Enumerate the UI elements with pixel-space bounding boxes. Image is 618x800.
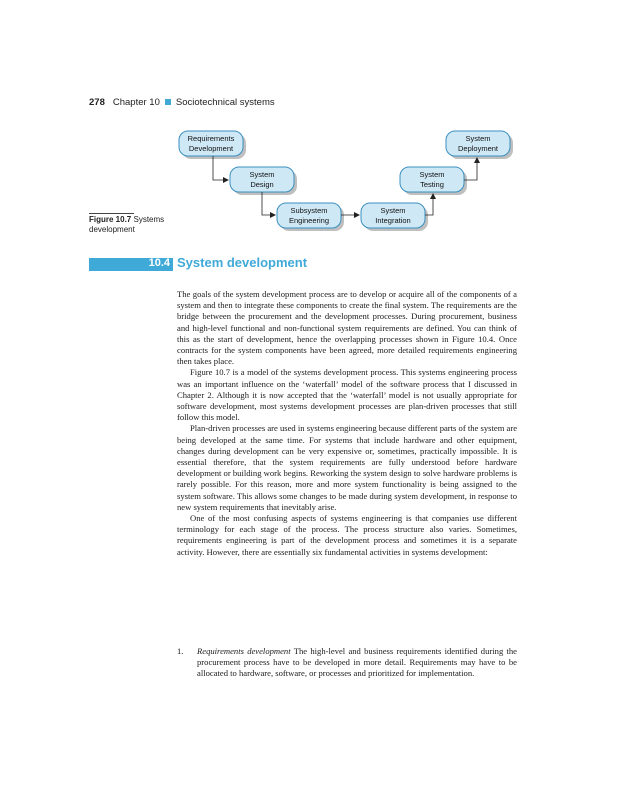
list-item-term: Requirements development (197, 646, 291, 656)
list-item-number: 1. (177, 646, 184, 656)
subsys-label-1: Subsystem (290, 206, 328, 215)
figure-caption-text: Systems development (89, 215, 165, 234)
figure-caption (89, 215, 184, 235)
body-text (177, 289, 517, 558)
deploy-label-1: System (465, 134, 491, 143)
list-item-text: The high-level and business requirements identified during the procurement process have to be developed in more detail. Requirements may have to be allocated to hardware, software, or processes and prioritized for implementation. (197, 646, 517, 679)
arrow-req-to-design (213, 156, 228, 180)
paragraph-4: One of the most confusing aspects of systems engineering is that companies use different terminology for each stage of the process. The process structure also varies. Sometimes, requirements engineering is part of the development process and sometimes it is a separate activity. However, there are essentially six fundamental activities in systems development: (177, 513, 517, 557)
integ-label-1: System (380, 206, 406, 215)
activity-list (177, 646, 517, 680)
figure-caption-rule (89, 213, 134, 214)
design-label-1: System (249, 170, 275, 179)
section-number: 10.4 (148, 257, 170, 269)
design-label-2: Design (250, 180, 274, 189)
arrow-design-to-subsys (262, 192, 275, 215)
section-title: System development (177, 255, 308, 270)
list-item (177, 646, 517, 680)
paragraph-1: The goals of the system development process are to develop or acquire all of the components of a system and then to integrate these components to create the final system. The requirements are the bridge between the procurement and the development processes. During procurement, business and high-level functional and non-functional system requirements are defined. You can think of this as the start of development, hence the overlapping processes shown in Figure 10.4. Once contracts for the system components have been agreed, more detailed requirements engineering then takes place. (177, 289, 517, 367)
chapter-label: Chapter 10 (112, 97, 160, 108)
req-label-1: Requirements (187, 134, 235, 143)
paragraph-3: Plan-driven processes are used in systems engineering because different parts of the system are being developed at the same time. For systems that include hardware and other equipment, changes during development can be very expensive or, sometimes, practically impossible. It is essential therefore, that the system requirements are fully understood before hardware development or building work begins. Reworking the system design to solve hardware problems is rarely possible. For this reason, more and more system functionality is being assigned to the system software. This allows some changes to be made during system development, in response to new system requirements that inevitably arise. (177, 423, 518, 512)
chapter-title: Sociotechnical systems (175, 97, 275, 108)
subsys-label-2: Engineering (288, 216, 330, 225)
test-label-2: Testing (420, 180, 444, 189)
req-label-2: Development (188, 144, 234, 153)
page-number: 278 (89, 97, 105, 108)
test-label-1: System (419, 170, 445, 179)
integ-label-2: Integration (375, 216, 411, 225)
deploy-label-2: Deployment (457, 144, 499, 153)
figure-label: Figure 10.7 (89, 215, 132, 224)
paragraph-2: Figure 10.7 is a model of the systems development process. This systems engineering process was an important influence on the ‘waterfall’ model of the software process that I discussed in Chapter 2. Although it is now accepted that the ‘waterfall’ model is not usually appropriate for software development, most systems development processes are plan-driven processes that still follow this model. (177, 367, 517, 423)
